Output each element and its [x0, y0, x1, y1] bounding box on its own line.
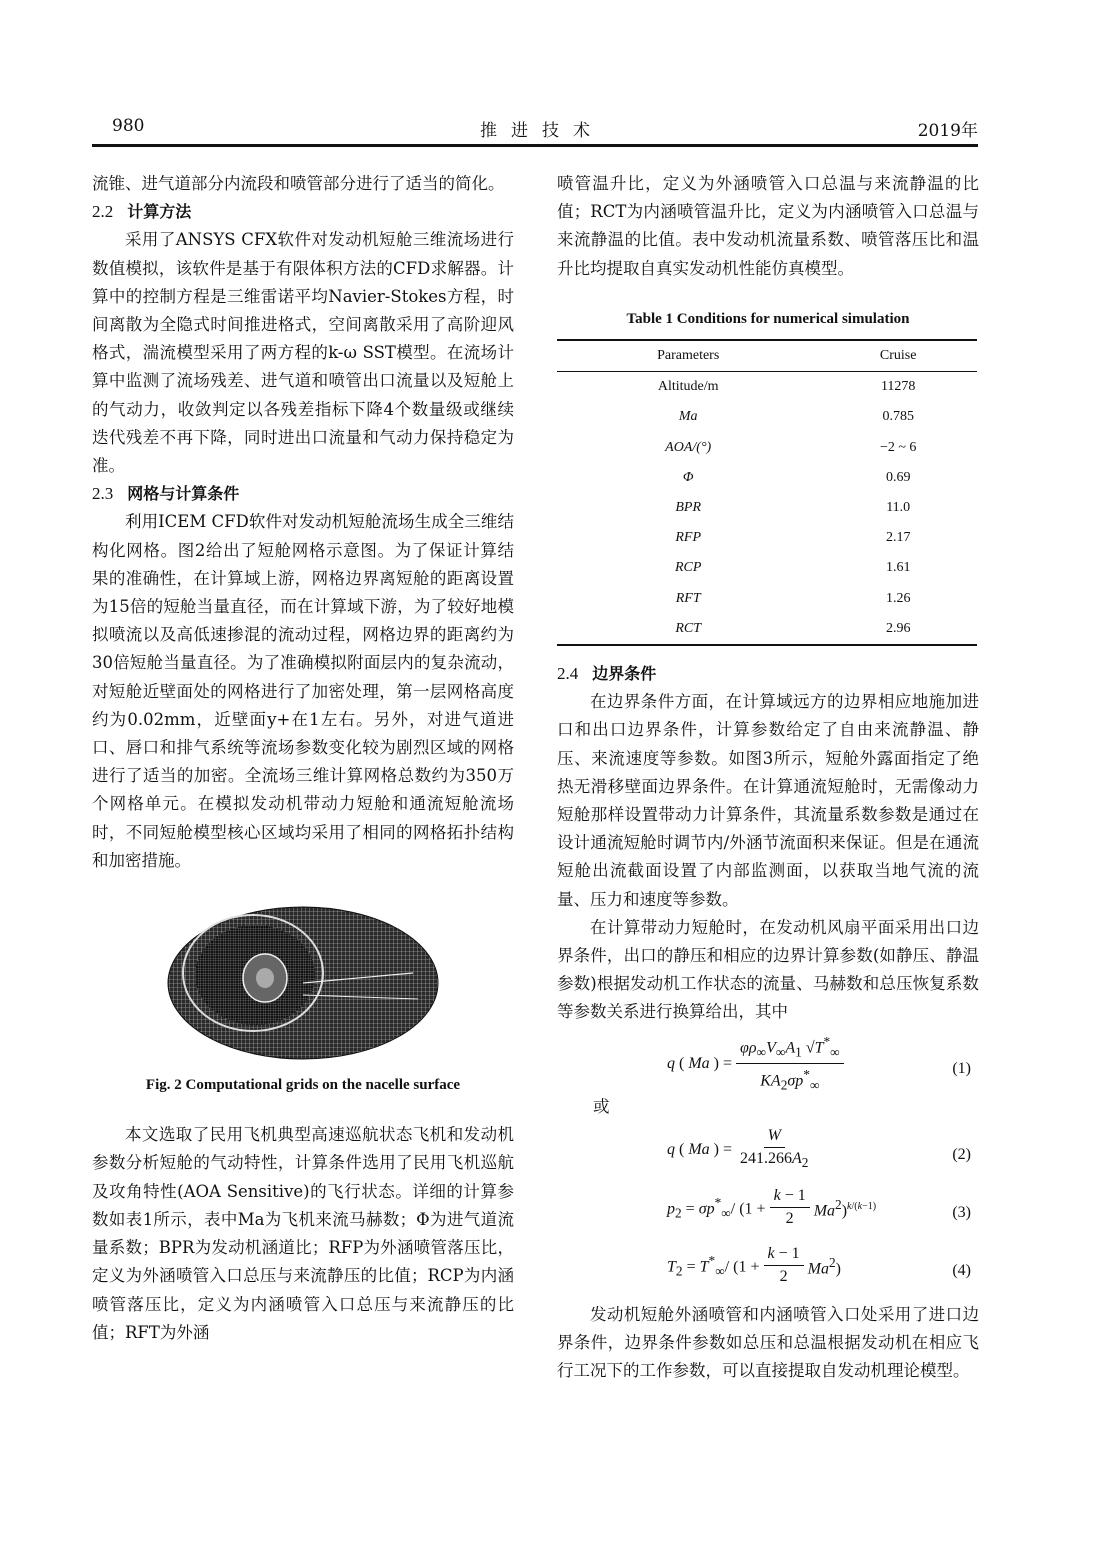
equation-body: q ( Ma ) = $\frac{W}{241.266A_2}$	[667, 1127, 809, 1171]
table-cell: 1.26	[885, 590, 911, 606]
table-cell: RFP	[675, 530, 702, 546]
journal-year: 2019年	[917, 121, 978, 141]
table-row	[557, 584, 977, 614]
section-number: 2.3	[92, 484, 114, 504]
table-cell: Φ	[682, 469, 694, 485]
table-cell: Altitude/m	[657, 379, 719, 395]
equation-1	[557, 1035, 979, 1093]
right-paragraph-2: 在计算带动力短舱时，在发动机风扇平面采用出口边界条件，出口的静压和相应的边界计算参数(如静压、静温参数)根据发动机工作状态的流量、马赫数和总压恢复系数等参数关系进行换算给出，其中	[557, 917, 979, 1022]
table-cell: 0.785	[882, 409, 914, 425]
table-cell: RCT	[557, 614, 819, 645]
figure-2	[92, 903, 514, 1099]
table-cell: 11.0	[886, 500, 911, 516]
table-cell: 1.61	[885, 560, 911, 576]
section-2-3-heading	[92, 480, 514, 508]
left-paragraph-2: 利用ICEM CFD软件对发动机短舱流场生成全三维结构化网格。图2给出了短舱网格示意图。为了保证计算结果的准确性，在计算域上游，网格边界离短舱的距离设置为15倍的短舱当量直径，而在计算域下游，为了较好地模拟喷流以及高低速掺混的流动过程，网格边界的距离约为30倍短舱当量直径。为了准确模拟附面层内的复杂流动，对短舱近壁面处的网格进行了加密处理，第一层网格高度约为0.02mm，近壁面y+在1左右。另外，对进气道进口、唇口和排气系统等流场参数变化较为剧烈区域的网格进行了适当的加密。全流场三维计算网格总数约为350万个网格单元。在模拟发动机带动力短舱和通流短舱流场时，不同短舱模型核心区域均采用了相同的网格拓扑结构和加密措施。	[92, 512, 514, 870]
left-paragraph-1: 采用了ANSYS CFX软件对发动机短舱三维流场进行数值模拟，该软件是基于有限体积方法的CFD求解器。计算中的控制方程是三维雷诺平均Navier-Stokes方程，时间离散为全隐式时间推进格式，空间离散采用了高阶迎风格式，湍流模型采用了两方程的k-ω SST模型。在流场计算中监测了流场残差、进气道和喷管出口流量以及短舱上的气动力，收敛判定以各残差指标下降4个数量级或继续迭代残差不再下降，同时进出口流量和气动力保持稳定为准。	[92, 230, 514, 476]
table-cell: Ma	[678, 409, 698, 425]
section-2-2-heading	[92, 198, 514, 226]
table-row	[557, 463, 977, 493]
equation-body: q ( Ma ) = $\frac{\varphi\rho_\infty V_\infty A_1 √T^*_\infty}{KA_2\sigma p^*_\infty}$	[667, 1035, 848, 1093]
table-cell: −2 ~ 6	[879, 439, 917, 455]
table-cell: RCP	[674, 560, 702, 576]
left-column	[92, 170, 514, 1347]
table-cell: AOA/(°)	[665, 439, 712, 455]
right-paragraph-0: 喷管温升比，定义为外涵喷管入口总温与来流静温的比值；RCT为内涵喷管温升比，定义为内涵喷管入口总温与来流静温的比值。表中发动机流量系数、喷管落压比和温升比均提取自真实发动机性能仿真模型。	[557, 174, 979, 278]
page-number: 980	[112, 116, 145, 136]
left-paragraph-3: 本文选取了民用飞机典型高速巡航状态飞机和发动机参数分析短舱的气动特性，计算条件选用了民用飞机巡航及攻角特性(AOA Sensitive)的飞行状态。详细的计算参数如表1所示，表中Ma为飞机来流马赫数；Φ为进气道流量系数；BPR为发动机涵道比；RFP为外涵喷管落压比，定义为外涵喷管入口总压与来流静压的比值；RCP为内涵喷管落压比，定义为内涵喷管入口总压与来流静压的比值；RFT为外涵	[92, 1125, 514, 1342]
table-cell: BPR	[675, 500, 702, 516]
section-title: 边界条件	[592, 664, 657, 684]
equation-number: (4)	[952, 1261, 971, 1279]
header-rule	[92, 144, 978, 147]
or-text: 或	[593, 1096, 610, 1116]
equation-number: (1)	[952, 1059, 971, 1077]
table-header: Cruise	[819, 340, 977, 372]
section-number: 2.4	[557, 664, 579, 684]
table-header: Parameters	[557, 340, 819, 372]
right-paragraph-1: 在边界条件方面，在计算域远方的边界相应地施加进口和出口边界条件，计算参数给定了自由来流静温、静压、来流速度等参数。如图3所示，短舱外露面指定了绝热无滑移壁面边界条件。在计算通流短舱时，无需像动力短舱那样设置带动力计算条件，其流量系数参数是通过在设计通流短舱时调节内/外涵节流面积来保证。但是在通流短舱出流截面设置了内部监测面，以获取当地气流的流量、压力和速度等参数。	[557, 692, 979, 909]
table-row	[557, 372, 977, 403]
right-paragraph-3: 发动机短舱外涵喷管和内涵喷管入口处采用了进口边界条件，边界条件参数如总压和总温根据发动机在相应飞行工况下的工作参数，可以直接提取自发动机理论模型。	[557, 1304, 979, 1381]
journal-title: 推进技术	[480, 121, 604, 141]
table-row	[557, 614, 977, 645]
table-row	[557, 493, 977, 523]
nacelle-grid-image	[153, 903, 453, 1063]
table-row	[557, 402, 977, 432]
equation-body: $T_2 = T^*_\infty/$ (1 + $\frac{k - 1}{2}$ Ma$^2$)	[667, 1245, 841, 1286]
equation-number: (3)	[952, 1203, 971, 1221]
conditions-table	[557, 339, 977, 646]
section-2-4-heading	[557, 660, 979, 688]
section-title: 网格与计算条件	[127, 484, 240, 504]
table-cell: 0.69	[885, 469, 911, 485]
equation-2	[557, 1121, 979, 1179]
table-cell: RFT	[675, 590, 701, 606]
equation-4	[557, 1237, 979, 1295]
right-column	[557, 170, 979, 1386]
table-header-row	[557, 340, 977, 372]
table-cell: 11278	[880, 379, 916, 395]
table-caption: Table 1 Conditions for numerical simulation	[626, 310, 910, 327]
table-cell: 2.96	[819, 614, 977, 645]
left-paragraph-0: 流锥、进气道部分内流段和喷管部分进行了适当的简化。	[92, 174, 505, 193]
equation-body: $p_2 = \sigma p^*_\infty/$ (1 + $\frac{k - 1}{2}$ Ma$^2$)$^{k/(k-1)}$	[667, 1187, 877, 1228]
table-row	[557, 523, 977, 553]
table-row	[557, 553, 977, 583]
table-cell: 2.17	[885, 530, 911, 546]
equation-3	[557, 1179, 979, 1237]
equation-number: (2)	[952, 1145, 971, 1163]
figure-caption: Fig. 2 Computational grids on the nacelle surface	[145, 1077, 461, 1094]
section-number: 2.2	[92, 202, 114, 222]
section-title: 计算方法	[127, 202, 192, 222]
table-row	[557, 433, 977, 463]
